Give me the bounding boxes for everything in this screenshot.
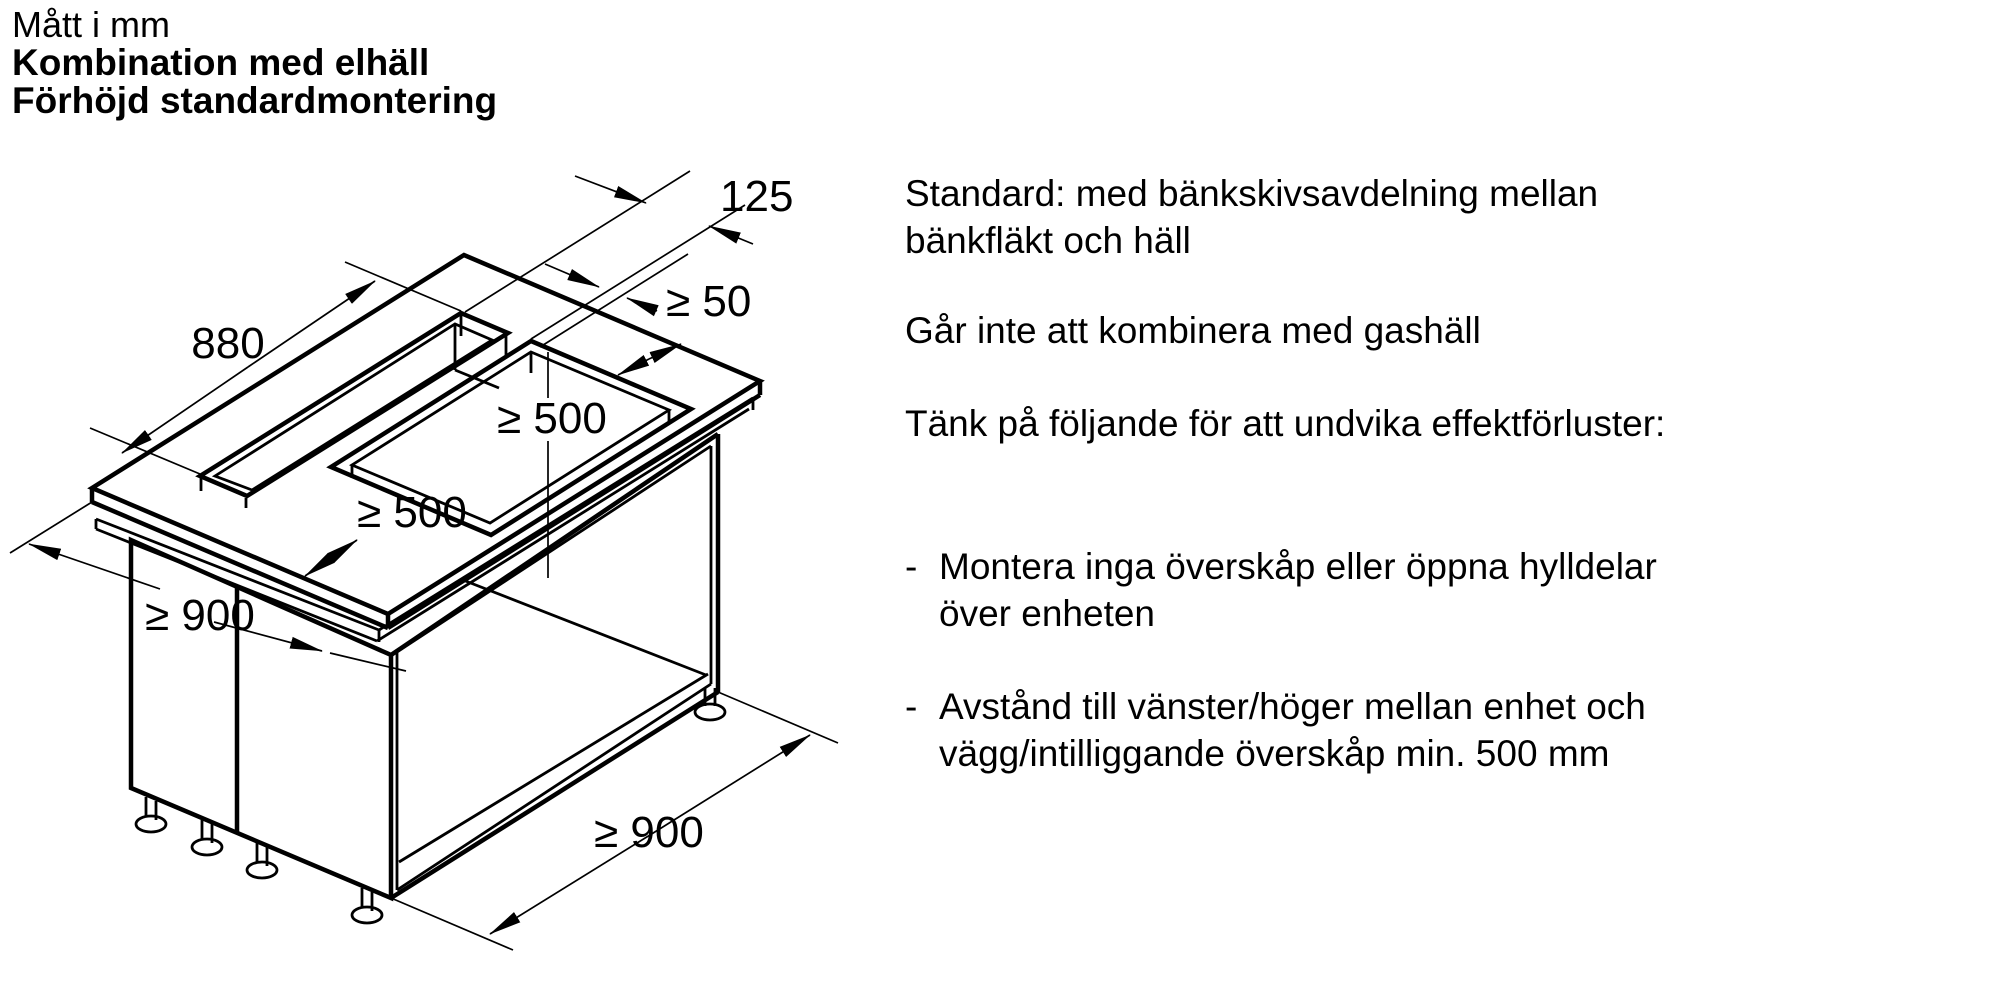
note-standard: Standard: med bänkskivsavdelning mellan bänkfläkt och häll [905,173,1599,261]
dim-label-500-left: ≥ 500 [357,488,467,537]
bullet-text: Avstånd till vänster/höger mellan enhet och vägg/intilliggande överskåp min. 500 mm [939,686,1646,774]
dim-label-900-height: ≥ 900 [145,591,255,640]
note-bullet-clearance [905,683,1725,777]
dim-label-125: 125 [720,172,794,221]
bullet-marker: - [905,686,918,727]
adjustable-feet [136,688,725,923]
installation-diagram [0,0,880,1000]
dim-500-left [305,488,467,576]
dim-900-height [10,502,406,671]
worktop-top-face [92,255,760,614]
header-subtitle-line: Förhöjd standardmontering [12,80,498,121]
dim-label-500-top: ≥ 500 [497,394,607,443]
dim-label-50: ≥ 50 [666,277,752,326]
bullet-text: Montera inga överskåp eller öppna hylldelar över enheten [939,546,1657,634]
dim-label-900-width: ≥ 900 [594,808,704,857]
header-title-line: Kombination med elhäll [12,42,430,83]
worktop [92,255,760,642]
dim-label-880: 880 [191,319,265,368]
header-units-line: Mått i mm [12,4,170,45]
bullet-marker: - [905,546,918,587]
note-efficiency-intro: Tänk på följande för att undvika effektförluster: [905,403,1666,444]
note-gas-warning: Går inte att kombinera med gashäll [905,310,1481,351]
note-bullet-cabinets [905,543,1725,637]
